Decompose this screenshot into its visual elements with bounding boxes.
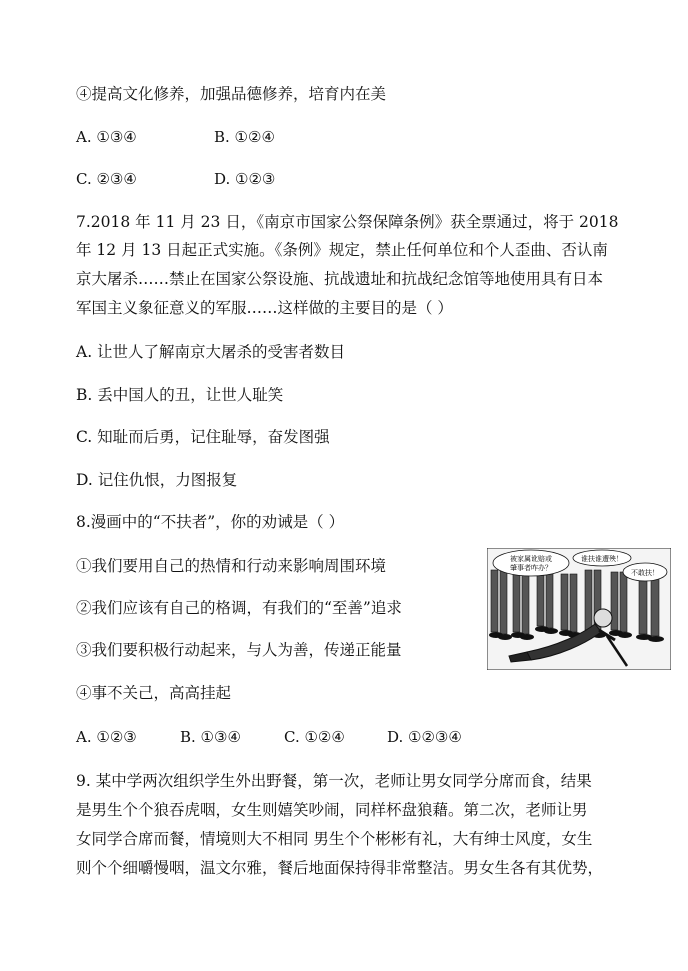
q6-option-d: D. ①②③ — [214, 170, 276, 188]
q7-option-b: B. 丢中国人的丑，让世人耻笑 — [76, 386, 284, 404]
q9-stem-line-2: 是男生个个狼吞虎咽，女生则嬉笑吵闹，同样杯盘狼藉。第二次，老师让男 — [76, 801, 588, 819]
q8-item-4: ④事不关己，高高挂起 — [76, 684, 232, 702]
q7-stem-line-1: 7.2018 年 11 月 23 日，《南京市国家公祭保障条例》获全票通过，将于 2018 — [76, 213, 619, 231]
q8-item-1: ①我们要用自己的热情和行动来影响周围环境 — [76, 557, 387, 575]
q9-stem-line-1: 9. 某中学两次组织学生外出野餐，第一次，老师让男女同学分席而食，结果 — [76, 772, 592, 790]
q8-item-3: ③我们要积极行动起来，与人为善，传递正能量 — [76, 641, 402, 659]
q8-stem: 8.漫画中的“不扶者”，你的劝诫是（ ） — [76, 513, 345, 531]
q8-option-a: A. ①②③ — [76, 728, 137, 746]
q7-option-d: D. 记住仇恨，力图报复 — [76, 471, 238, 489]
cartoon-bubble-2: 谁扶谁遭殃！ — [581, 555, 623, 563]
q7-option-a: A. 让世人了解南京大屠杀的受害者数目 — [76, 343, 346, 361]
q8-option-c: C. ①②④ — [284, 728, 345, 746]
cartoon-bubble-3: 不敢扶！ — [631, 569, 659, 577]
q6-option-a: A. ①③④ — [76, 128, 137, 146]
q9-stem-line-3: 女同学合席而餐，情境则大不相同 男生个个彬彬有礼，大有绅士风度，女生 — [76, 830, 593, 848]
cartoon-bubble-1-line-1: 被家属讹赔或 — [510, 555, 552, 563]
cartoon-bubble-1-line-2: 肇事者咋办？ — [510, 564, 552, 572]
q8-option-b: B. ①③④ — [180, 728, 241, 746]
q7-option-c: C. 知耻而后勇，记住耻辱，奋发图强 — [76, 428, 330, 446]
q7-stem-line-3: 京大屠杀……禁止在国家公祭设施、抗战遗址和抗战纪念馆等地使用具有日本 — [76, 270, 604, 288]
q7-stem-line-4: 军国主义象征意义的军服……这样做的主要目的是（ ） — [76, 299, 453, 317]
q8-option-d: D. ①②③④ — [387, 728, 462, 746]
q6-option-c: C. ②③④ — [76, 170, 137, 188]
q9-stem-line-4: 则个个细嚼慢咽，温文尔雅，餐后地面保持得非常整洁。男女生各有其优势， — [76, 859, 604, 877]
q8-item-2: ②我们应该有自己的格调，有我们的“至善”追求 — [76, 599, 402, 617]
q6-option-b: B. ①②④ — [214, 128, 275, 146]
q7-stem-line-2: 年 12 月 13 日起正式实施。《条例》规定，禁止任何单位和个人歪曲、否认南 — [76, 241, 608, 259]
q6-item-4: ④提高文化修养，加强品德修养，培育内在美 — [76, 85, 387, 103]
bystander-cartoon — [487, 548, 671, 670]
